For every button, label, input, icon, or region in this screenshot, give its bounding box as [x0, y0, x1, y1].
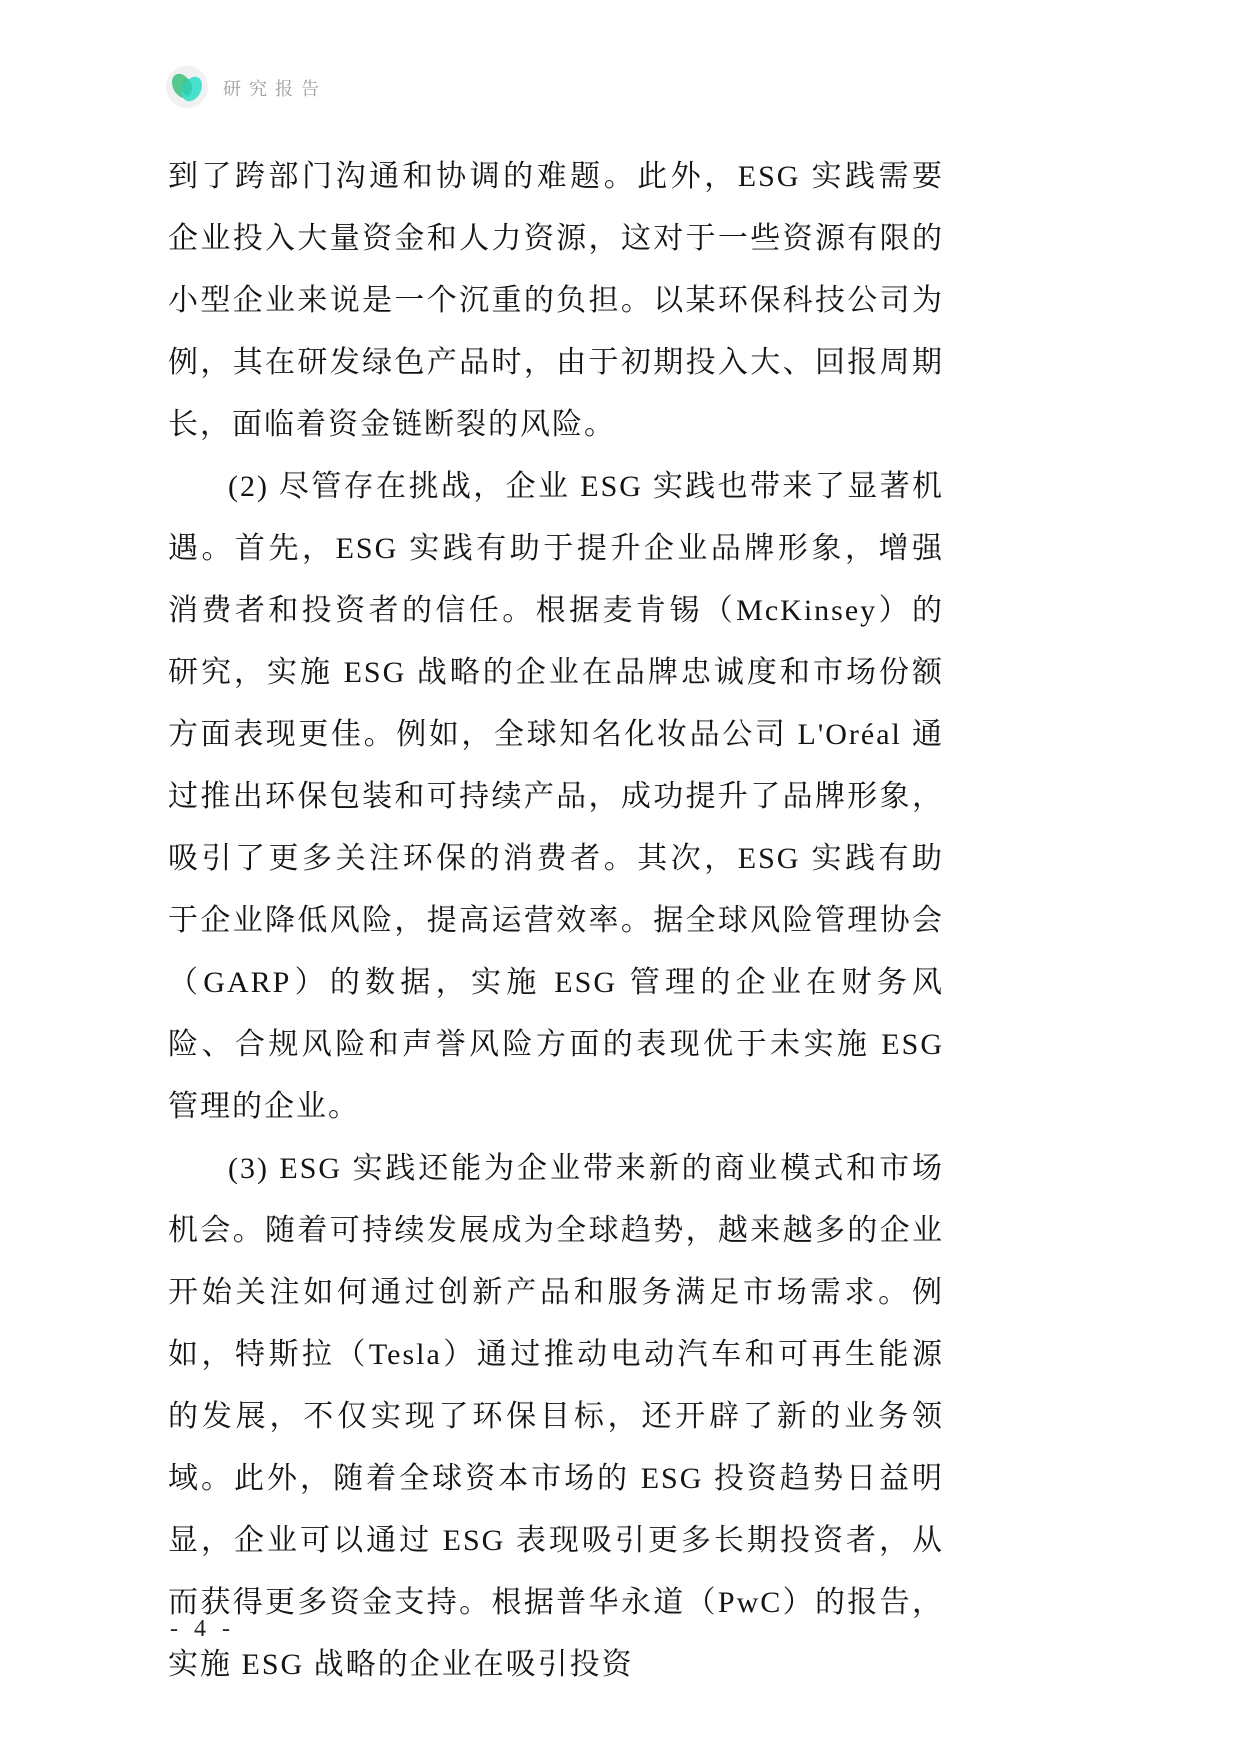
paragraph-continuation: 到了跨部门沟通和协调的难题。此外，ESG 实践需要企业投入大量资金和人力资源，这对于一些资源有限的小型企业来说是一个沉重的负担。以某环保科技公司为例，其在研发绿色产品时，由于初期投入大、回报周期长，面临着资金链断裂的风险。 [168, 160, 944, 441]
page-number: - 4 - [170, 1616, 235, 1642]
document-body [168, 146, 944, 1696]
brand-leaf-logo-icon [166, 66, 208, 108]
paragraph-point-3: (3) ESG 实践还能为企业带来新的商业模式和市场机会。随着可持续发展成为全球趋势，越来越多的企业开始关注如何通过创新产品和服务满足市场需求。例如，特斯拉（Tesla）通过推动电动汽车和可再生能源的发展，不仅实现了环保目标，还开辟了新的业务领域。此外，随着全球资本市场的 ESG 投资趋势日益明显，企业可以通过 ESG 表现吸引更多长期投资者，从而获得更多资金支持。根据普华永道（PwC）的报告，实施 ESG 战略的企业在吸引投资 [168, 1152, 944, 1681]
page-footer [170, 1616, 235, 1643]
paragraph-point-2: (2) 尽管存在挑战，企业 ESG 实践也带来了显著机遇。首先，ESG 实践有助于提升企业品牌形象，增强消费者和投资者的信任。根据麦肯锡（McKinsey）的研究，实施 ESG 战略的企业在品牌忠诚度和市场份额方面表现更佳。例如，全球知名化妆品公司 L'Oréal 通过推出环保包装和可持续产品，成功提升了品牌形象，吸引了更多关注环保的消费者。其次，ESG 实践有助于企业降低风险，提高运营效率。据全球风险管理协会（GARP）的数据，实施 ESG 管理的企业在财务风险、合规风险和声誉风险方面的表现优于未实施 ESG 管理的企业。 [168, 470, 944, 1123]
report-header [166, 66, 327, 108]
header-title: 研究报告 [223, 79, 327, 99]
